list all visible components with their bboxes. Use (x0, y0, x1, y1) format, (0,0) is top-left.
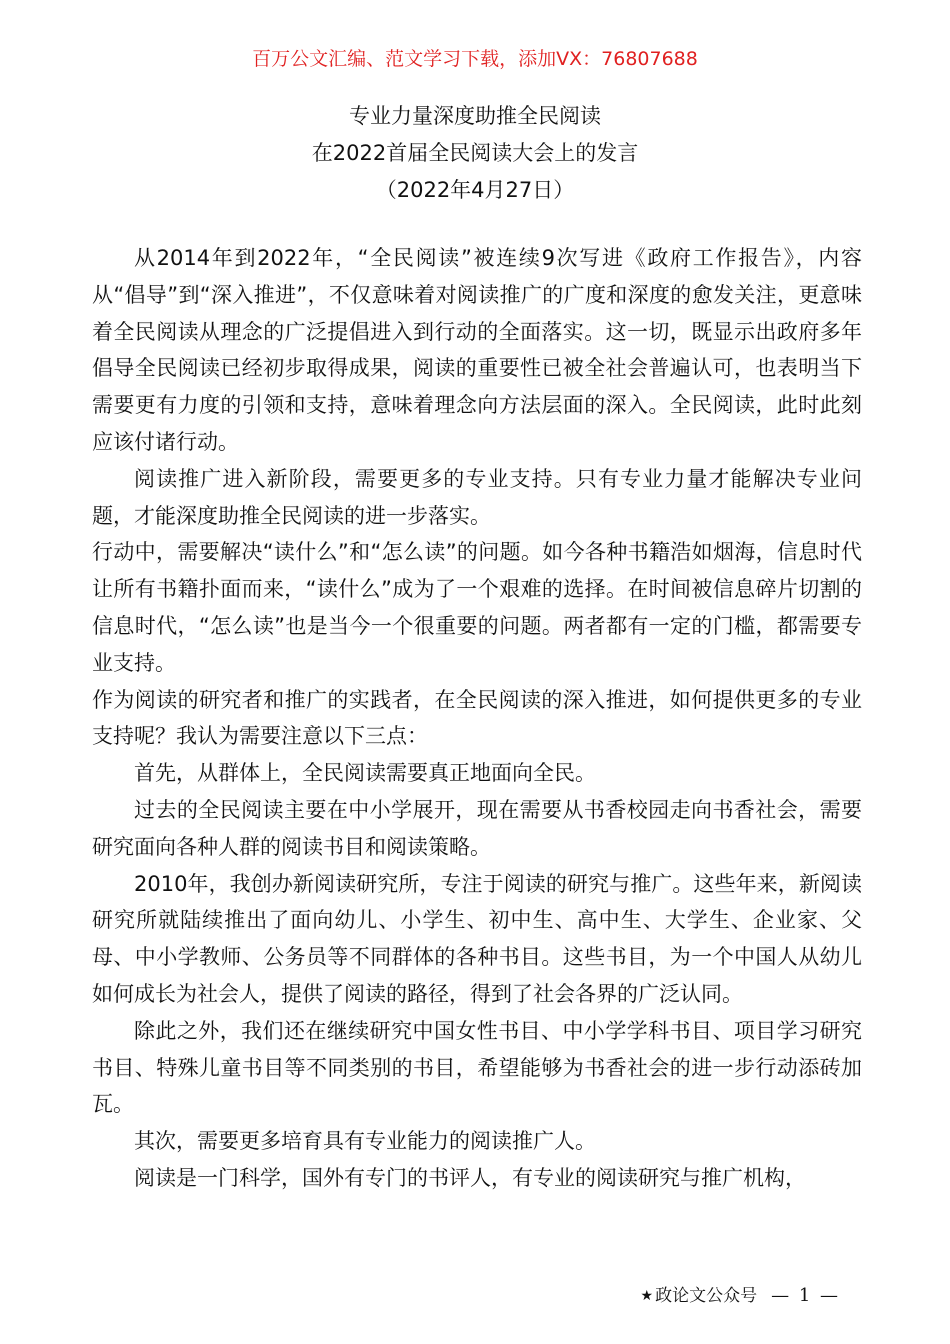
paragraph: 其次，需要更多培育具有专业能力的阅读推广人。 (134, 1129, 596, 1154)
footer-source: 政论文公众号 (655, 1286, 758, 1306)
paragraph: 阅读推广进入新阶段，需要更多的专业支持。只有专业力量才能解决专业问题，才能深度助推全民阅读的进一步落实。 (92, 466, 862, 528)
title-block (0, 98, 950, 209)
star-icon: ★ (640, 1288, 654, 1304)
body-text (92, 240, 862, 1197)
paragraph: 2010年，我创办新阅读研究所，专注于阅读的研究与推广。这些年来，新阅读研究所就陆续推出了面向幼儿、小学生、初中生、高中生、大学生、企业家、父母、中小学教师、公务员等不同群体的各种书目。这些书目，为一个中国人从幼儿如何成长为社会人，提供了阅读的路径，得到了社会各界的广泛认同。 (92, 871, 862, 1006)
document-subtitle: 在2022首届全民阅读大会上的发言 (311, 141, 639, 165)
page-footer (641, 1282, 840, 1310)
document-date: （2022年4月27日） (375, 178, 575, 202)
paragraph: 行动中，需要解决“读什么”和“怎么读”的问题。如今各种书籍浩如烟海，信息时代让所有书籍扑面而来，“读什么”成为了一个艰难的选择。在时间被信息碎片切割的信息时代，“怎么读”也是当今一个很重要的问题。两者都有一定的门槛，都需要专业支持。 (92, 540, 862, 675)
paragraph: 除此之外，我们还在继续研究中国女性书目、中小学学科书目、项目学习研究书目、特殊儿童书目等不同类别的书目，希望能够为书香社会的进一步行动添砖加瓦。 (92, 1018, 862, 1117)
document-title: 专业力量深度助推全民阅读 (349, 104, 601, 128)
paragraph: 首先，从群体上，全民阅读需要真正地面向全民。 (134, 761, 596, 786)
paragraph: 阅读是一门科学，国外有专门的书评人，有专业的阅读研究与推广机构， (134, 1165, 806, 1190)
paragraph: 过去的全民阅读主要在中小学展开，现在需要从书香校园走向书香社会，需要研究面向各种人群的阅读书目和阅读策略。 (92, 797, 862, 859)
paragraph: 作为阅读的研究者和推广的实践者，在全民阅读的深入推进，如何提供更多的专业支持呢？我认为需要注意以下三点： (92, 687, 862, 749)
page-number: — 1 — (771, 1285, 840, 1306)
header-notice: 百万公文汇编、范文学习下载，添加VX：76807688 (252, 48, 698, 70)
paragraph: 从2014年到2022年，“全民阅读”被连续9次写进《政府工作报告》，内容从“倡导”到“深入推进”，不仅意味着对阅读推广的广度和深度的愈发关注，更意味着全民阅读从理念的广泛提倡进入到行动的全面落实。这一切，既显示出政府多年倡导全民阅读已经初步取得成果，阅读的重要性已被全社会普遍认可，也表明当下需要更有力度的引领和支持，意味着理念向方法层面的深入。全民阅读，此时此刻应该付诸行动。 (92, 246, 862, 454)
